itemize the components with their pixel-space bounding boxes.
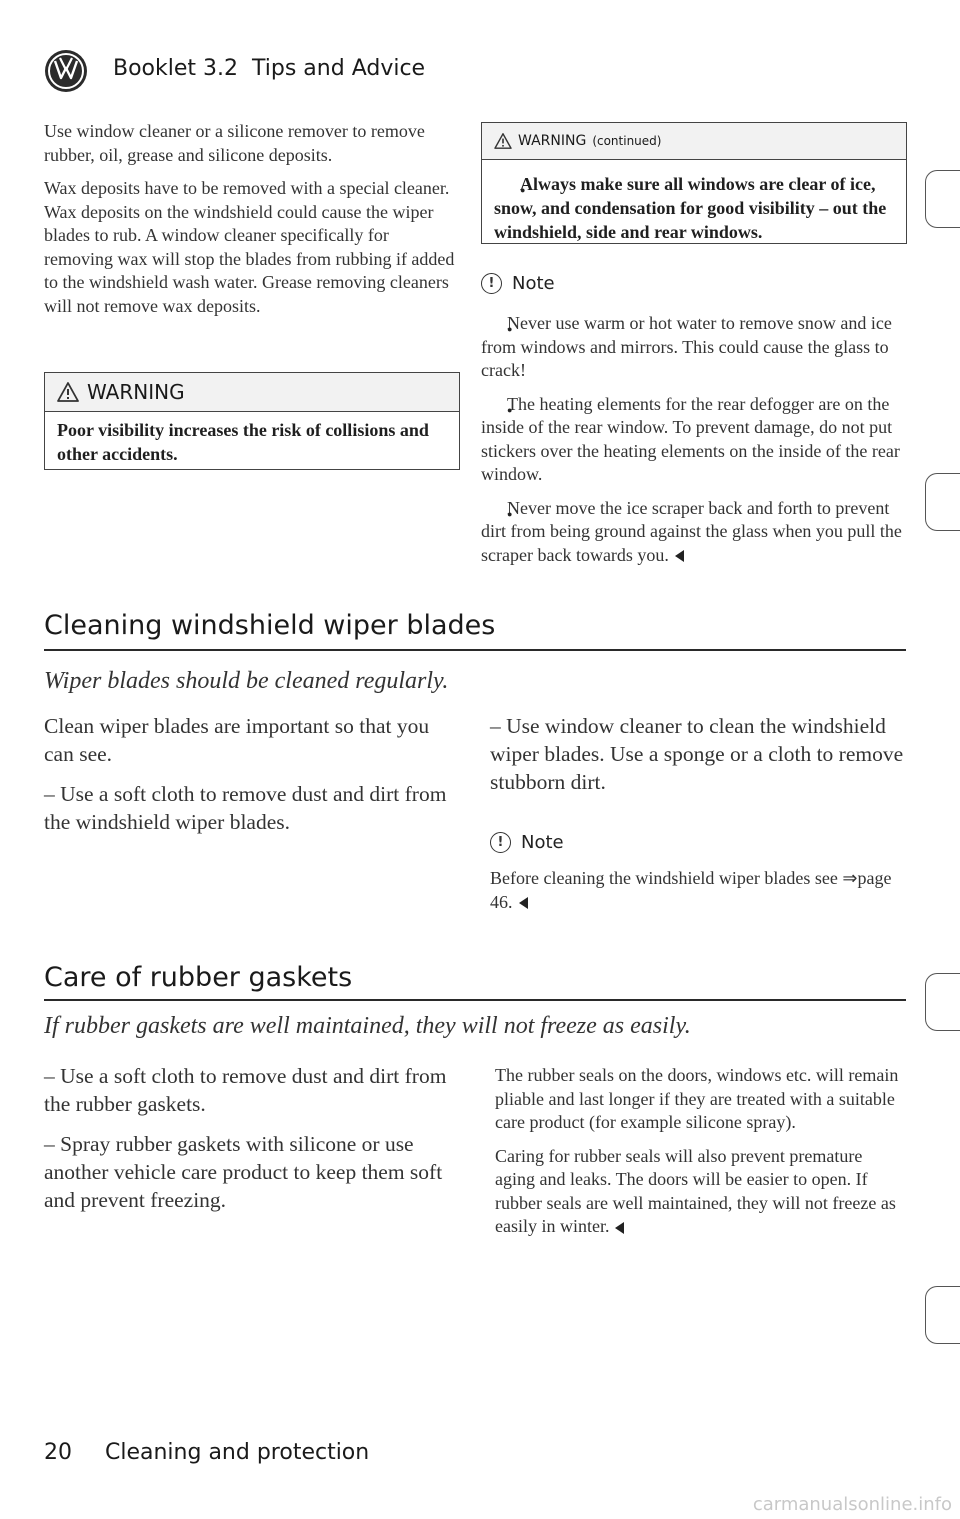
section-right-column [495,1064,905,1239]
section-left-column [44,712,462,836]
section-right-column [490,712,905,914]
section-subtitle: Wiper blades should be cleaned regularly. [44,668,449,694]
section-divider [44,649,906,651]
note-header [490,832,905,853]
page-edge-tab [925,170,960,228]
warning-triangle-icon [494,133,512,149]
page-header [113,56,425,81]
paragraph: Caring for rubber seals will also prevent premature aging and leaks. The doors will be easier to open. If rubber seals are well maintained, they will not freeze as easily in winter. [495,1145,896,1236]
section-divider [44,999,906,1001]
intro-paragraph: Clean wiper blades are important so that you can see. [44,714,430,766]
exclamation-circle-icon: ! [481,273,502,294]
section-left-column [44,1062,462,1214]
page-footer [44,1440,369,1465]
note-label: Note [521,832,564,853]
page-number: 20 [44,1440,72,1465]
end-of-section-marker-icon [519,897,528,909]
vw-logo [44,49,88,93]
paragraph: The rubber seals on the doors, windows etc. will remain pliable and last longer if they are treated with a suitable care product (for example silicone spray). [495,1065,899,1132]
warning-continued-label: WARNING [518,133,587,149]
note-header [481,273,905,294]
warning-continued-box [481,122,907,244]
section-subtitle: If rubber gaskets are well maintained, they will not freeze as easily. [44,1013,691,1039]
intro-paragraph-1: Use window cleaner or a silicone remover to remove rubber, oil, grease and silicone deposits. [44,121,425,165]
warning-triangle-icon [57,382,79,402]
warning-continued-text: ● Always make sure all windows are clear of ice, snow, and condensation for good visibility – out the windshield, side and rear windows. [494,172,894,244]
warning-label: WARNING [87,380,185,404]
booklet-label: Booklet 3.2 [113,56,239,81]
chapter-title: Cleaning and protection [105,1440,370,1465]
intro-text [44,120,459,318]
note-bullet: ● The heating elements for the rear defogger are on the inside of the rear window. To prevent damage, do not put stickers over the heating elements on the inside of the rear window. [481,393,905,487]
exclamation-circle-icon: ! [490,832,511,853]
instruction-step: – Use window cleaner to clean the windshield wiper blades. Use a sponge or a cloth to remove stubborn dirt. [490,714,904,794]
warning-header [45,373,459,412]
intro-paragraph-2: Wax deposits have to be removed with a special cleaner. Wax deposits on the windshield could cause the wiper blades to rub. A window cleaner specifically for removing wax will stop the blades from rubbing if added to the windshield wash water. Grease removing cleaners will not remove wax deposits. [44,178,455,316]
end-of-section-marker-icon [615,1222,624,1234]
instruction-step: – Use a soft cloth to remove dust and dirt from the windshield wiper blades. [44,782,447,834]
page-edge-tab [925,973,960,1031]
end-of-section-marker-icon [675,550,684,562]
note-label: Note [512,273,555,294]
note-section [481,273,905,567]
note-bullets [481,312,905,567]
warning-continued-suffix: (continued) [592,134,662,148]
instruction-step: – Use a soft cloth to remove dust and dirt from the rubber gaskets. [44,1064,447,1116]
header-title: Tips and Advice [252,56,426,81]
section-title: Cleaning windshield wiper blades [44,610,496,641]
warning-continued-header [482,123,906,160]
section-title: Care of rubber gaskets [44,962,353,993]
note-bullet: ● Never use warm or hot water to remove snow and ice from windows and mirrors. This could cause the glass to crack! [481,312,905,383]
page-edge-tab [925,1286,960,1344]
instruction-step: – Spray rubber gaskets with silicone or use another vehicle care product to keep them soft and prevent freezing. [44,1132,443,1212]
page-edge-tab [925,473,960,531]
warning-box [44,372,460,470]
note-bullet: ● Never move the ice scraper back and forth to prevent dirt from being ground against the glass when you pull the scraper back towards you. [481,497,905,568]
watermark: carmanualsonline.info [752,1494,952,1515]
note-text: Before cleaning the windshield wiper blades see ⇒page 46. [490,868,892,912]
warning-text: Poor visibility increases the risk of collisions and other accidents. [57,420,429,464]
